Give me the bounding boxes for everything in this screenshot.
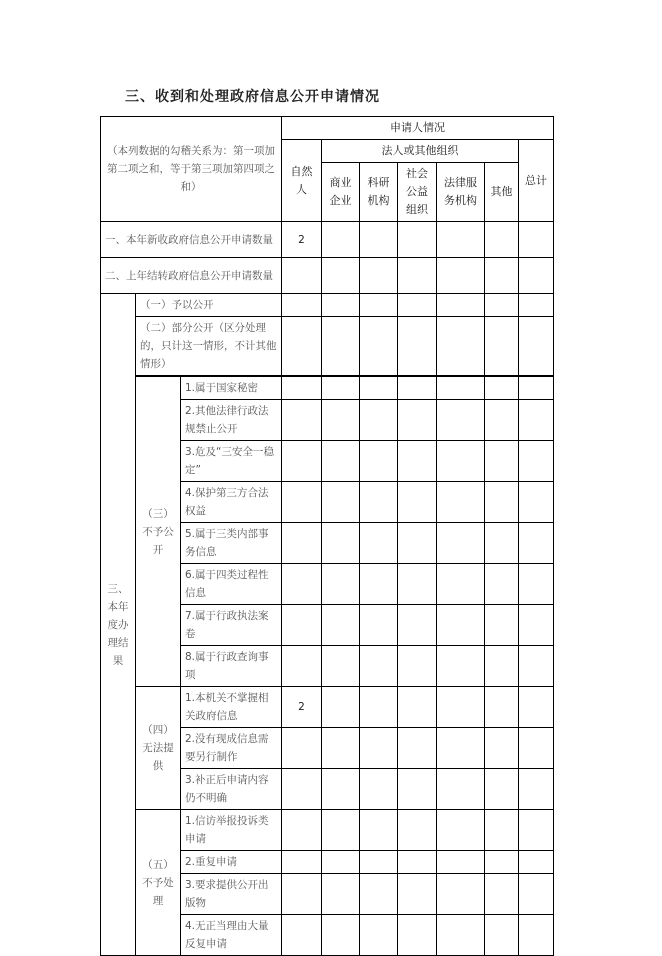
row-disclose-label: （一）予以公开	[136, 294, 282, 317]
item-label: 7.属于行政执法案卷	[181, 605, 282, 646]
row-carryover-label: 二、上年结转政府信息公开申请数量	[101, 258, 282, 294]
row-partial-label: （二）部分公开（区分处理的，只计这一情形，不计其他情形）	[136, 317, 282, 377]
header-other: 其他	[485, 163, 519, 222]
item-label: 1.属于国家秘密	[181, 376, 282, 400]
item-label: 3.危及“三安全一稳定”	[181, 441, 282, 482]
item-label: 1.本机关不掌握相关政府信息	[181, 687, 282, 728]
section-title: 三、收到和处理政府信息公开申请情况	[125, 89, 380, 105]
header-legal: 法人或其他组织	[322, 140, 519, 163]
item-label: 2.重复申请	[181, 851, 282, 874]
header-natural: 自然人	[282, 140, 322, 222]
header-note: （本列数据的勾稽关系为：第一项加第二项之和，等于第三项加第四项之和）	[101, 117, 282, 222]
group-cannot-provide: （四）无法提供	[136, 687, 181, 810]
header-research: 科研机构	[360, 163, 398, 222]
header-applicant: 申请人情况	[282, 117, 554, 140]
disclosure-stats-table	[100, 116, 554, 956]
item-label: 6.属于四类过程性信息	[181, 564, 282, 605]
item-label: 3.要求提供公开出版物	[181, 874, 282, 915]
row-new-natural: 2	[282, 222, 322, 258]
item-label: 1.信访举报投诉类申请	[181, 810, 282, 851]
row-new-label: 一、本年新收政府信息公开申请数量	[101, 222, 282, 258]
header-law: 法律服务机构	[437, 163, 485, 222]
item-label: 4.无正当理由大量反复申请	[181, 915, 282, 956]
item-label: 5.属于三类内部事务信息	[181, 523, 282, 564]
header-total: 总计	[519, 140, 554, 222]
row-results-label: 三、本年度办理结果	[101, 294, 136, 956]
item-label: 2.没有现成信息需要另行制作	[181, 728, 282, 769]
item-label: 2.其他法律行政法规禁止公开	[181, 400, 282, 441]
item-label: 3.补正后申请内容仍不明确	[181, 769, 282, 810]
header-commercial: 商业企业	[322, 163, 360, 222]
group-not-process: （五）不予处理	[136, 810, 181, 956]
group-not-disclose: （三）不予公开	[136, 376, 181, 687]
cannot-provide-natural: 2	[282, 687, 322, 728]
header-social: 社会公益组织	[398, 163, 437, 222]
item-label: 8.属于行政查询事项	[181, 646, 282, 687]
item-label: 4.保护第三方合法权益	[181, 482, 282, 523]
